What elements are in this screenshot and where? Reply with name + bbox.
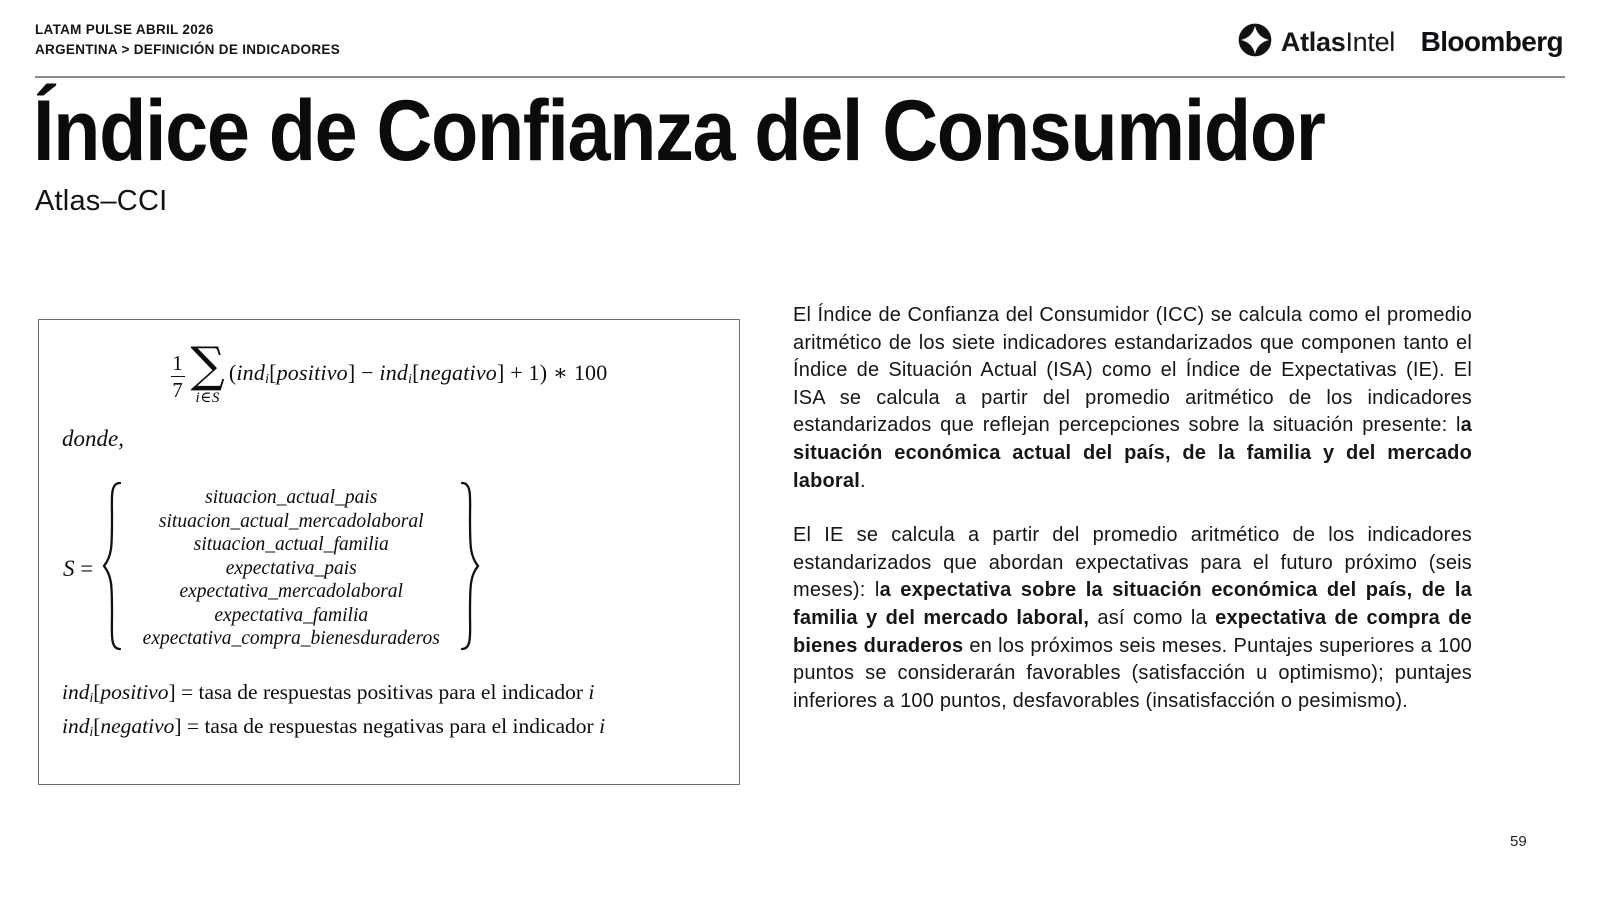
subtitle: Atlas–CCI xyxy=(35,185,168,217)
atlas-bold-text: Atlas xyxy=(1280,27,1346,57)
indicator-definitions xyxy=(62,678,605,747)
atlasintel-logo xyxy=(1238,23,1395,62)
atlasintel-logo-icon xyxy=(1238,23,1272,62)
set-lhs: S = xyxy=(63,555,94,581)
summation-limits: i∈S xyxy=(195,390,220,407)
formula-expression: (ind$_i$[positivo] − ind$_i$[negativo] + 1) ∗ 100 xyxy=(228,360,608,387)
positive-indicator-definition: ind$_i$[positivo] = tasa de respuestas positivas para el indicador i xyxy=(62,680,595,705)
fraction-numerator: 1 xyxy=(172,351,183,376)
formula-box xyxy=(38,319,740,785)
curly-brace-left-icon xyxy=(101,480,123,657)
intel-regular-text: Intel xyxy=(1345,27,1395,57)
curly-brace-right-icon xyxy=(459,480,481,657)
bloomberg-logo: Bloomberg xyxy=(1420,26,1563,57)
set-definition xyxy=(63,480,481,657)
page-number: 59 xyxy=(1510,833,1527,850)
page-title: Índice de Confianza del Consumidor xyxy=(33,83,1325,179)
negative-indicator-definition: ind$_i$[negativo] = tasa de respuestas negativas para el indicador i xyxy=(62,714,606,740)
set-items: situacion_actual_pais situacion_actual_mercadolaboral situacion_actual_familia expectativa_pais expectativa_mercadolaboral expectativa_familia expectativa_compra_bienesduraderos xyxy=(142,487,440,650)
atlasintel-logo-text xyxy=(1281,27,1395,58)
kicker xyxy=(35,20,340,60)
fraction-one-seventh xyxy=(171,352,185,401)
kicker-line1: LATAM PULSE ABRIL 2026 xyxy=(35,22,214,37)
divider xyxy=(35,76,1565,78)
fraction-denominator: 7 xyxy=(172,378,183,403)
body-text xyxy=(793,302,1472,715)
summation xyxy=(190,337,225,407)
icc-formula xyxy=(39,337,739,407)
where-label: donde, xyxy=(62,426,124,451)
paragraph-icc-isa: El Índice de Confianza del Consumidor (ICC) se calcula como el promedio aritmético de los siete indicadores estandarizados que componen tanto el Índice de Situación Actual (ISA) como el Índice de Expectativas (IE). El ISA se calcula a partir del promedio aritmético de los indicadores estandarizados que reflejan percepciones sobre la situación presente: la situación económica actual del país, de la familia y del mercado laboral. xyxy=(793,304,1472,492)
sigma-symbol: ∑ xyxy=(190,337,225,393)
breadcrumb: ARGENTINA > DEFINICIÓN DE INDICADORES xyxy=(35,42,340,57)
fraction-bar xyxy=(171,376,185,377)
paragraph-ie: El IE se calcula a partir del promedio aritmético de los indicadores estandarizados que abordan expectativas para el futuro próximo (seis meses): la expectativa sobre la situación económica del país, de la familia y del mercado laboral, así como la expectativa de compra de bienes duraderos en los próximos seis meses. Puntajes superiores a 100 puntos se considerarán favorables (satisfacción u optimismo); puntajes inferiores a 100 puntos, desfavorables (insatisfacción o pesimismo). xyxy=(793,524,1472,712)
